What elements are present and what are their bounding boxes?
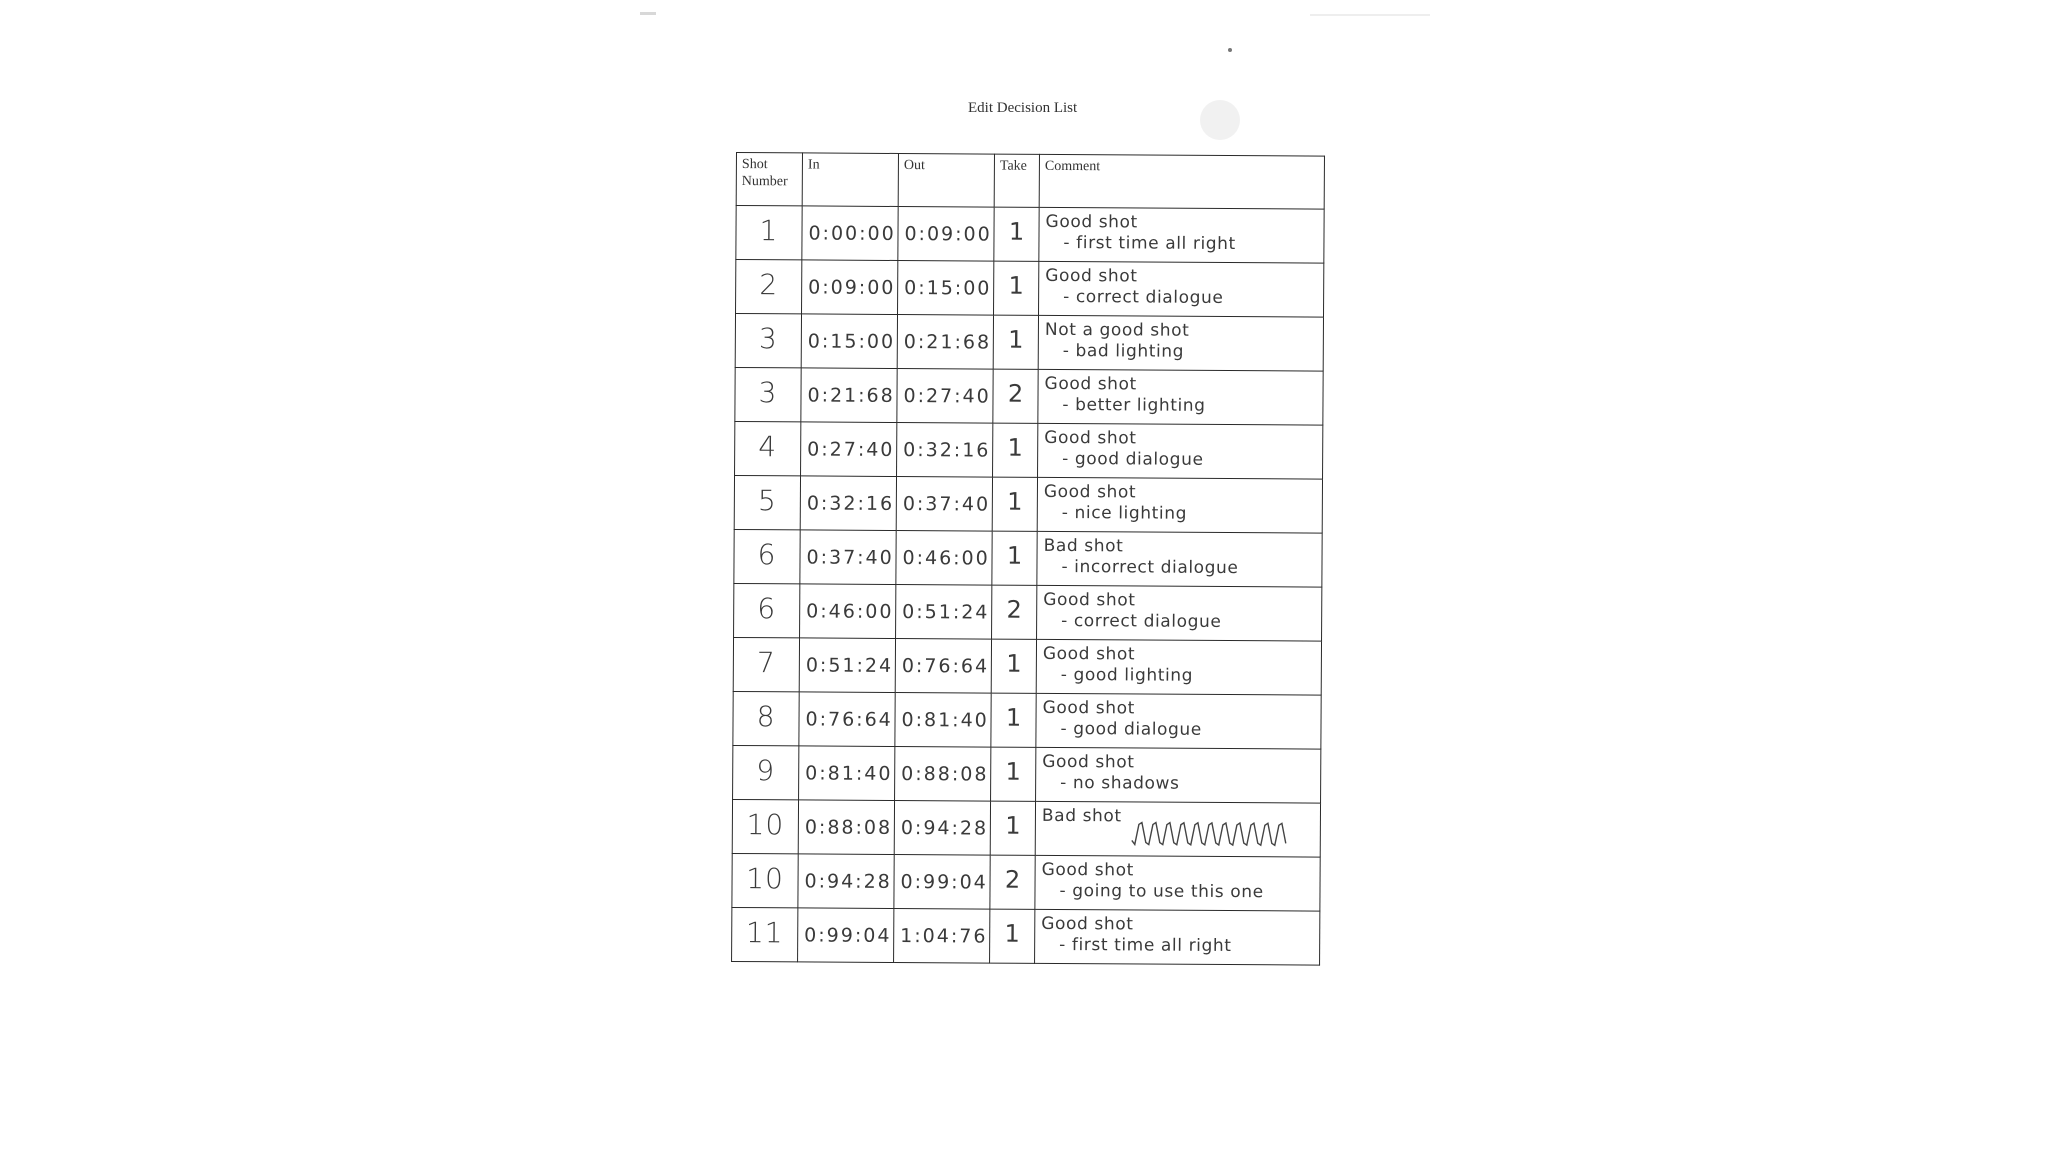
comment-text (1036, 694, 1320, 742)
out-timecode: 0:76:64 (901, 655, 990, 678)
table-row (734, 529, 1322, 587)
out-timecode: 0:81:40 (901, 709, 989, 732)
comment-line-2: - incorrect dialogue (1061, 556, 1239, 579)
take-cell (990, 855, 1035, 909)
take-cell (994, 207, 1039, 261)
header-shot-number: Shot Number (736, 153, 802, 206)
comment-line-1: Good shot (1043, 589, 1136, 611)
take-number: 1 (1005, 703, 1022, 732)
comment-cell (1038, 315, 1323, 371)
take-number: 1 (1004, 919, 1020, 948)
shot-number: 6 (757, 538, 777, 572)
shot-number-cell (735, 367, 801, 421)
scan-edge-mark (640, 12, 656, 15)
shot-number: 10 (746, 808, 785, 842)
comment-line-1: Good shot (1044, 427, 1137, 449)
shot-number-cell (734, 475, 800, 529)
in-cell (800, 476, 896, 531)
take-cell (991, 639, 1036, 693)
shot-number: 6 (757, 592, 777, 626)
comment-cell (1038, 423, 1323, 479)
in-cell (801, 368, 897, 423)
comment-cell (1035, 855, 1320, 911)
comment-text (1039, 208, 1323, 256)
in-cell (798, 800, 894, 855)
out-timecode: 0:09:00 (904, 223, 992, 246)
comment-cell (1035, 909, 1320, 965)
in-cell (801, 422, 897, 477)
take-number: 1 (1006, 649, 1022, 678)
in-timecode: 0:15:00 (807, 330, 896, 353)
take-cell (993, 315, 1038, 369)
comment-line-2: - good dialogue (1062, 448, 1204, 470)
take-number: 2 (1007, 379, 1024, 408)
comment-line-1: Good shot (1044, 373, 1137, 395)
comment-cell (1037, 585, 1322, 641)
comment-text (1035, 856, 1319, 904)
header-in: In (802, 153, 898, 207)
take-number: 1 (1007, 433, 1023, 462)
comment-text (1035, 910, 1319, 958)
take-cell (992, 585, 1037, 639)
take-number: 1 (1006, 541, 1023, 570)
comment-line-2: - bad lighting (1062, 341, 1185, 362)
shot-number-cell (733, 637, 799, 691)
out-cell (896, 476, 992, 531)
table-row (735, 314, 1323, 372)
scribble-strikeout (1042, 810, 1302, 852)
scan-dot (1228, 48, 1232, 52)
table-body (732, 206, 1325, 966)
out-cell (898, 260, 994, 315)
in-cell (801, 314, 897, 369)
comment-line-1: Good shot (1042, 751, 1135, 773)
comment-line-2: - good dialogue (1060, 718, 1202, 740)
comment-text (1037, 640, 1321, 688)
out-timecode: 0:88:08 (901, 763, 989, 786)
out-cell (896, 530, 992, 585)
comment-line-2: - no shadows (1060, 772, 1180, 794)
out-cell (896, 584, 992, 639)
take-number: 1 (1008, 271, 1024, 300)
comment-text (1037, 586, 1321, 634)
shot-number-cell (736, 260, 802, 314)
comment-cell (1039, 207, 1324, 263)
comment-text (1038, 370, 1322, 418)
out-timecode: 0:37:40 (902, 493, 991, 516)
out-cell (895, 692, 991, 747)
take-cell (993, 423, 1038, 477)
comment-text (1039, 316, 1323, 364)
comment-line-1: Good shot (1042, 643, 1136, 665)
comment-line-2: - first time all right (1063, 233, 1236, 255)
take-cell (991, 693, 1036, 747)
in-timecode: 0:51:24 (805, 654, 894, 677)
in-timecode: 0:81:40 (805, 762, 893, 785)
comment-cell (1036, 639, 1321, 695)
table-row (732, 799, 1320, 857)
in-timecode: 0:32:16 (806, 492, 895, 515)
shot-number: 11 (745, 916, 784, 950)
out-timecode: 0:99:04 (900, 871, 988, 894)
comment-cell (1035, 801, 1320, 857)
out-cell (894, 854, 990, 909)
in-timecode: 0:76:64 (805, 708, 893, 731)
shot-number-cell (735, 421, 801, 475)
in-timecode: 0:88:08 (804, 816, 893, 839)
take-number: 1 (1008, 325, 1024, 354)
scan-edge-mark (1310, 14, 1430, 16)
comment-line-1: Good shot (1043, 481, 1137, 503)
comment-line-1: Good shot (1041, 859, 1134, 881)
header-take: Take (994, 154, 1039, 207)
comment-line-2: - good lighting (1060, 664, 1194, 686)
in-timecode: 0:00:00 (808, 222, 896, 245)
out-timecode: 0:94:28 (900, 817, 989, 840)
out-cell (895, 638, 991, 693)
table-row (734, 475, 1322, 533)
comment-text (1036, 748, 1320, 796)
shot-number: 5 (757, 484, 777, 518)
table-row (736, 260, 1324, 318)
shot-number: 1 (759, 214, 779, 248)
take-number: 1 (1005, 811, 1021, 840)
comment-text (1039, 262, 1323, 310)
shot-number: 4 (758, 430, 778, 464)
shot-number-cell (734, 529, 800, 583)
document-title: Edit Decision List (968, 100, 1078, 116)
out-timecode: 1:04:76 (900, 925, 988, 948)
comment-cell (1036, 693, 1321, 749)
comment-line-2: - going to use this one (1059, 880, 1264, 903)
in-cell (799, 746, 895, 801)
shot-number: 7 (756, 646, 776, 680)
in-timecode: 0:94:28 (804, 870, 892, 893)
comment-line-1: Good shot (1045, 211, 1138, 233)
in-cell (802, 206, 898, 261)
in-timecode: 0:09:00 (808, 276, 896, 299)
in-timecode: 0:21:68 (807, 384, 895, 407)
comment-line-1: Bad shot (1043, 535, 1124, 557)
table-row (736, 206, 1324, 264)
comment-cell (1037, 477, 1322, 533)
in-cell (798, 908, 894, 963)
scan-smudge (1200, 100, 1240, 140)
out-cell (897, 314, 993, 369)
header-comment: Comment (1039, 154, 1324, 209)
comment-text (1037, 532, 1321, 580)
header-row (736, 153, 1324, 210)
out-timecode: 0:46:00 (902, 547, 990, 570)
comment-line-2: - better lighting (1062, 394, 1206, 416)
out-cell (894, 800, 990, 855)
in-cell (802, 260, 898, 315)
out-cell (894, 908, 990, 963)
out-timecode: 0:32:16 (903, 439, 991, 462)
take-number: 1 (1008, 217, 1025, 246)
shot-number: 10 (746, 862, 784, 896)
table-row (732, 853, 1320, 911)
comment-line-2: - first time all right (1059, 934, 1232, 957)
table-row (734, 583, 1322, 641)
take-number: 1 (1007, 487, 1023, 516)
shot-number: 9 (756, 754, 776, 788)
shot-number-cell (733, 691, 799, 745)
edit-decision-table (731, 152, 1325, 966)
shot-number: 3 (758, 322, 778, 356)
comment-line-2: - nice lighting (1061, 502, 1188, 524)
shot-number-cell (732, 907, 798, 961)
table-row (733, 691, 1321, 749)
shot-number-cell (732, 853, 798, 907)
comment-line-1: Good shot (1041, 913, 1134, 935)
shot-number-cell (735, 314, 801, 368)
shot-number-cell (736, 206, 802, 260)
in-timecode: 0:27:40 (807, 438, 895, 461)
in-cell (800, 530, 896, 585)
table-row (732, 907, 1320, 965)
comment-cell (1038, 369, 1323, 425)
in-cell (800, 584, 896, 639)
out-timecode: 0:27:40 (903, 385, 991, 408)
comment-line-1: Not a good shot (1044, 319, 1190, 341)
take-cell (991, 747, 1036, 801)
take-cell (990, 909, 1035, 963)
take-number: 2 (1004, 865, 1021, 894)
take-cell (993, 369, 1038, 423)
in-timecode: 0:46:00 (806, 600, 894, 623)
out-cell (895, 746, 991, 801)
take-cell (990, 801, 1035, 855)
take-cell (992, 477, 1037, 531)
comment-line-1: Good shot (1045, 265, 1138, 287)
header-out: Out (898, 153, 994, 207)
out-timecode: 0:51:24 (902, 601, 990, 624)
out-timecode: 0:21:68 (903, 331, 992, 354)
take-number: 2 (1006, 595, 1022, 624)
table-row (733, 745, 1321, 803)
out-timecode: 0:15:00 (904, 277, 992, 300)
comment-line-2: - correct dialogue (1063, 287, 1224, 308)
comment-line-2: - correct dialogue (1061, 610, 1222, 632)
shot-number: 8 (756, 700, 776, 734)
take-cell (994, 261, 1039, 315)
table-row (735, 367, 1323, 425)
in-timecode: 0:37:40 (806, 546, 894, 569)
shot-number-cell (734, 583, 800, 637)
comment-text (1038, 478, 1322, 526)
table-row (735, 421, 1323, 479)
shot-number-cell (733, 745, 799, 799)
comment-line-1: Good shot (1042, 697, 1135, 719)
in-timecode: 0:99:04 (804, 924, 892, 947)
shot-number-cell (732, 799, 798, 853)
in-cell (799, 638, 895, 693)
take-number: 1 (1005, 757, 1021, 786)
comment-cell (1036, 747, 1321, 803)
comment-text (1038, 424, 1322, 472)
out-cell (897, 368, 993, 423)
in-cell (799, 692, 895, 747)
table-row (733, 637, 1321, 695)
out-cell (898, 206, 994, 261)
in-cell (798, 854, 894, 909)
comment-cell (1039, 261, 1324, 317)
comment-cell (1037, 531, 1322, 587)
out-cell (897, 422, 993, 477)
comment-line-1: Bad shot (1041, 805, 1122, 827)
shot-number: 3 (758, 376, 778, 410)
shot-number: 2 (759, 268, 779, 302)
take-cell (992, 531, 1037, 585)
